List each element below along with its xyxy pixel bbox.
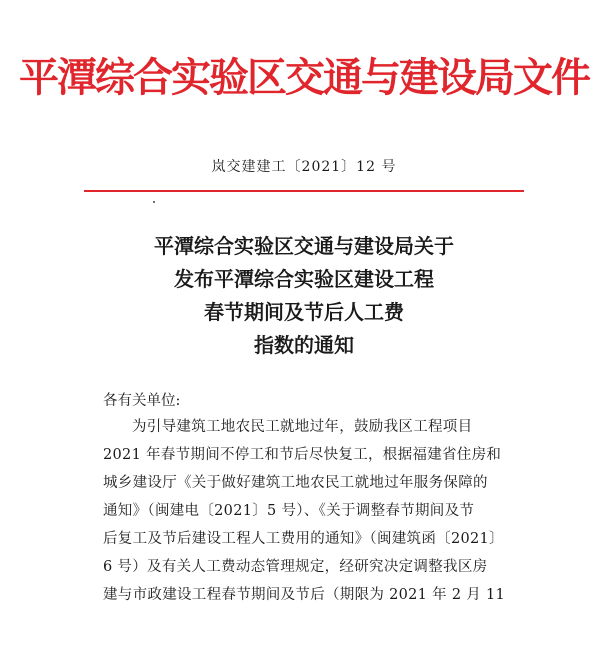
notice-title-line: 平潭综合实验区交通与建设局关于 bbox=[154, 234, 454, 258]
body-line: 2021 年春节期间不停工和节后尽快复工，根据福建省住房和 bbox=[103, 447, 502, 463]
body-line: 后复工及节后建设工程人工费用的通知》（闽建筑函〔2021〕 bbox=[103, 531, 504, 547]
body-line: 为引导建筑工地农民工就地过年，鼓励我区工程项目 bbox=[132, 419, 473, 435]
body-line: 通知》（闽建电〔2021〕5 号）、《关于调整春节期间及节 bbox=[103, 503, 475, 519]
body-line: 建与市政建设工程春节期间及节后（期限为 2021 年 2 月 11 bbox=[103, 587, 506, 603]
body-line: 城乡建设厅《关于做好建筑工地农民工就地过年服务保障的 bbox=[103, 475, 488, 491]
body-line: 6 号）及有关人工费动态管理规定，经研究决定调整我区房 bbox=[103, 559, 488, 575]
notice-title bbox=[0, 230, 608, 362]
red-divider-line bbox=[84, 190, 524, 192]
salutation: 各有关单位: bbox=[103, 393, 181, 409]
body-paragraph bbox=[103, 413, 521, 609]
notice-title-line: 春节期间及节后人工费 bbox=[204, 300, 404, 324]
document-header-title: 平潭综合实验区交通与建设局文件 bbox=[19, 54, 589, 101]
stray-dot bbox=[153, 201, 155, 203]
notice-title-line: 指数的通知 bbox=[254, 333, 354, 357]
notice-title-line: 发布平潭综合实验区建设工程 bbox=[174, 267, 434, 291]
document-number: 岚交建建工〔2021〕12 号 bbox=[211, 159, 397, 175]
